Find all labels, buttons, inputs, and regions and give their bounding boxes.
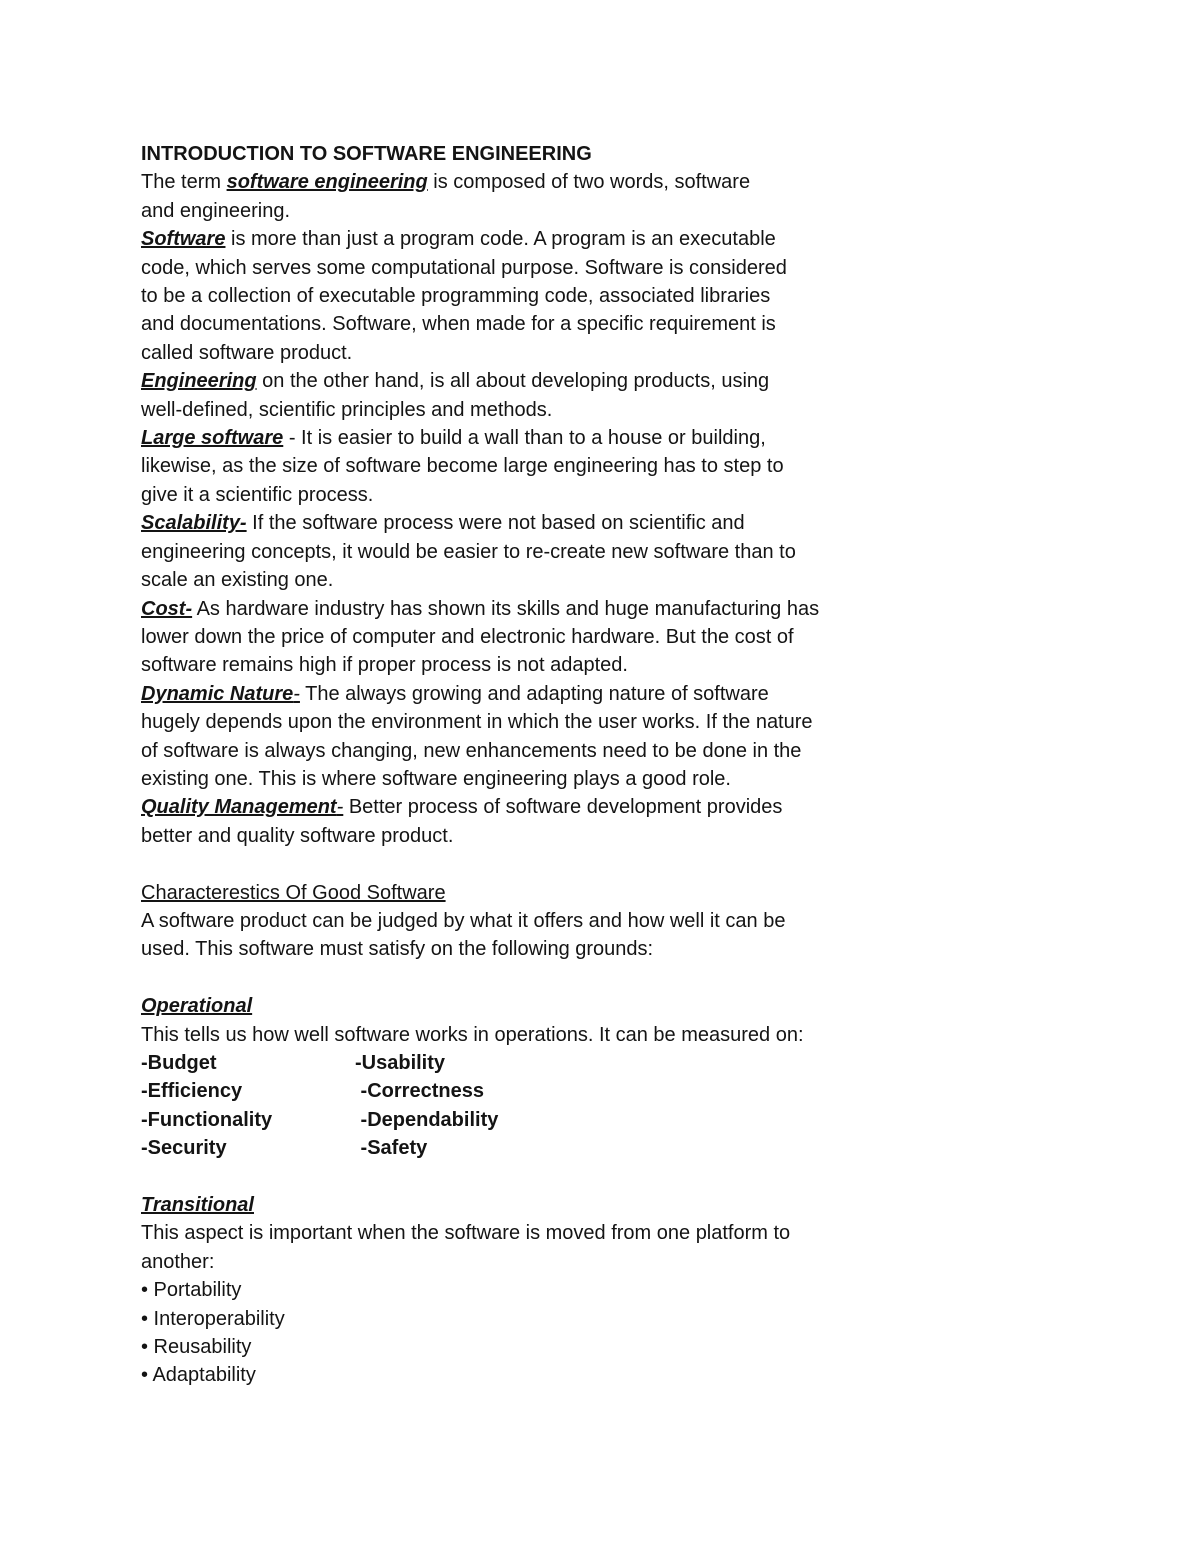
software-first: is more than just a program code. A program is an executable — [225, 228, 776, 251]
scalability-line: scale an existing one. — [141, 569, 334, 592]
scalability-line-1 — [141, 509, 901, 537]
operational-heading: Operational — [141, 995, 253, 1018]
dynamic-line: of software is always changing, new enhancements need to be done in the — [141, 739, 802, 762]
intro-line-1 — [141, 168, 901, 196]
dynamic-line: hugely depends upon the environment in which the user works. If the nature — [141, 711, 813, 734]
operational-left: -Efficiency — [141, 1080, 243, 1103]
term-engineering: Engineering — [141, 370, 257, 393]
quality-line-1 — [141, 793, 901, 821]
characteristics-heading: Characterestics Of Good Software — [141, 881, 446, 904]
quality-dash: - — [336, 796, 344, 819]
spacer — [141, 964, 901, 992]
term-dynamic-nature: Dynamic Nature — [141, 682, 294, 705]
document-title: INTRODUCTION TO SOFTWARE ENGINEERING — [141, 143, 592, 165]
scalability-line: engineering concepts, it would be easier to re-create new software than to — [141, 540, 796, 563]
transitional-bullet: • Portability — [141, 1279, 242, 1302]
large-software-line-1 — [141, 424, 901, 452]
large-software-first: - It is easier to build a wall than to a house or building, — [283, 427, 766, 450]
spacer — [141, 1163, 901, 1191]
operational-row — [141, 1106, 901, 1134]
software-line-1 — [141, 225, 901, 253]
software-line: called software product. — [141, 341, 353, 364]
dynamic-dash: - — [293, 682, 300, 705]
transitional-heading: Transitional — [141, 1193, 254, 1216]
operational-row — [141, 1134, 901, 1162]
operational-left: -Budget — [141, 1051, 217, 1074]
software-line: and documentations. Software, when made for a specific requirement is — [141, 313, 776, 336]
document-page — [141, 140, 901, 1390]
term-software-engineering: software engineering — [226, 171, 428, 194]
dynamic-line: existing one. This is where software engineering plays a good role. — [141, 767, 731, 790]
term-software: Software — [141, 228, 226, 251]
transitional-bullet: • Reusability — [141, 1336, 252, 1359]
term-scalability: Scalability- — [141, 512, 247, 535]
transitional-bullet: • Adaptability — [141, 1364, 256, 1387]
operational-right: -Usability — [355, 1051, 446, 1074]
intro-post: is composed of two words, software — [427, 171, 751, 194]
engineering-line: well-defined, scientific principles and methods. — [141, 398, 553, 421]
cost-line: lower down the price of computer and electronic hardware. But the cost of — [141, 625, 794, 648]
cost-line-1 — [141, 595, 901, 623]
transitional-bullet: • Interoperability — [141, 1307, 285, 1330]
operational-intro: This tells us how well software works in operations. It can be measured on: — [141, 1023, 804, 1046]
intro-pre: The term — [141, 171, 227, 194]
operational-row — [141, 1077, 901, 1105]
operational-right: -Dependability — [355, 1108, 499, 1131]
intro-line-2: and engineering. — [141, 199, 291, 222]
operational-right: -Correctness — [355, 1080, 484, 1103]
cost-line: software remains high if proper process is not adapted. — [141, 654, 628, 677]
software-line: to be a collection of executable programming code, associated libraries — [141, 285, 771, 308]
term-quality-management: Quality Management — [141, 796, 337, 819]
cost-first: As hardware industry has shown its skills and huge manufacturing has — [192, 597, 820, 620]
software-line: code, which serves some computational purpose. Software is considered — [141, 256, 787, 279]
term-cost: Cost- — [141, 597, 193, 620]
engineering-line-1 — [141, 367, 901, 395]
scalability-first: If the software process were not based on scientific and — [246, 512, 745, 535]
transitional-line: This aspect is important when the software is moved from one platform to — [141, 1222, 791, 1245]
dynamic-first: The always growing and adapting nature of software — [299, 682, 769, 705]
operational-row — [141, 1049, 901, 1077]
operational-right: -Safety — [355, 1137, 428, 1160]
large-software-line: give it a scientific process. — [141, 483, 374, 506]
characteristics-line: used. This software must satisfy on the following grounds: — [141, 938, 654, 961]
operational-left: -Security — [141, 1137, 227, 1160]
transitional-line: another: — [141, 1250, 215, 1273]
characteristics-line: A software product can be judged by what it offers and how well it can be — [141, 909, 786, 932]
operational-left: -Functionality — [141, 1108, 273, 1131]
term-large-software: Large software — [141, 427, 284, 450]
quality-line: better and quality software product. — [141, 824, 454, 847]
engineering-first: on the other hand, is all about developing products, using — [256, 370, 770, 393]
large-software-line: likewise, as the size of software become large engineering has to step to — [141, 455, 784, 478]
dynamic-line-1 — [141, 680, 901, 708]
spacer — [141, 850, 901, 878]
quality-first: Better process of software development provides — [343, 796, 783, 819]
